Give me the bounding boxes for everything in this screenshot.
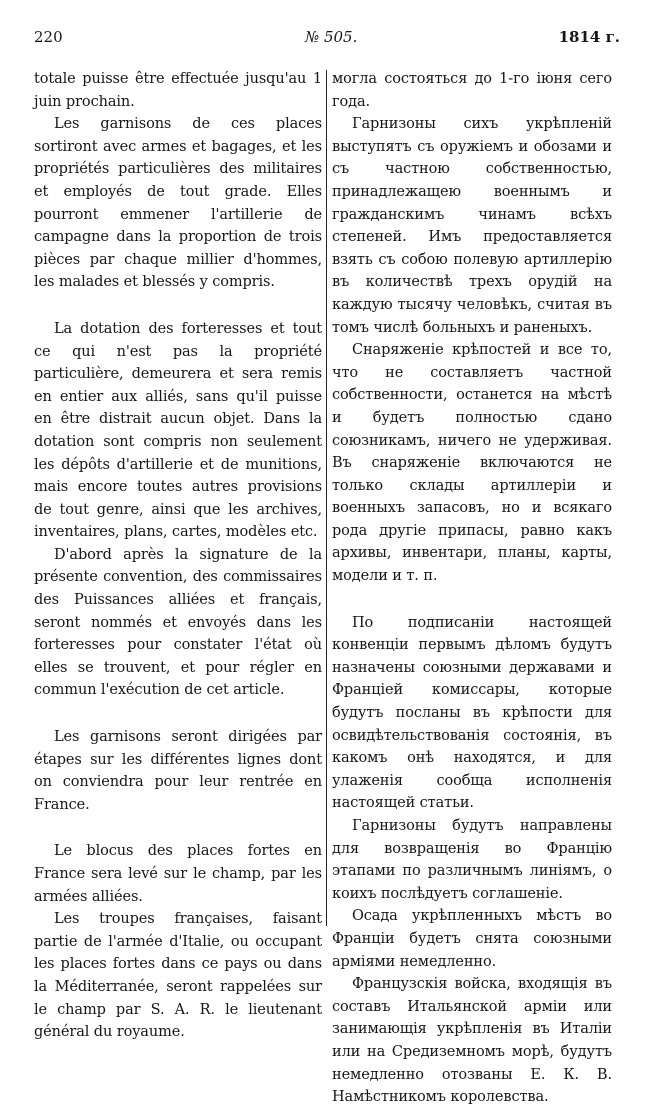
russian-paragraph: Осада укрѣпленныхъ мѣстъ во Франціи будетъ снята союзными арміями немедленно.: [332, 908, 612, 970]
french-paragraph: Les garnisons seront dirigées par étapes sur les différentes lignes dont on conviendra pour leur rentrée en France.: [34, 729, 322, 813]
french-text-column: [34, 68, 322, 1044]
page-number: 220: [34, 28, 63, 46]
french-paragraph: D'abord après la signature de la présente convention, des commissaires des Puissances alliées et français, seront nommés et envoyés dans les forteresses pour constater l'état où elles se trouvent, et pour régler en commun l'exécution de cet article.: [34, 546, 322, 699]
russian-paragraph: Французскія войска, входящія въ составъ Итальянской арміи или занимающія укрѣпленія въ Италіи или на Средиземномъ морѣ, будутъ немедленно отозваны Е. К. В. Намѣстникомъ королевства.: [332, 976, 612, 1106]
russian-paragraph: могла состояться до 1-го іюня сего года.: [332, 71, 612, 110]
french-paragraph: La dotation des forteresses et tout ce qui n'est pas la propriété particulière, demeurera et sera remis en entier aux alliés, sans qu'il puisse en être distrait aucun objet. Dans la dotation sont compris non seulement les dépôts d'artillerie et de munitions, mais encore toutes autres provisions de tout genre, ainsi que les archives, inventaires, plans, cartes, modèles etc.: [34, 320, 322, 541]
russian-paragraph: Гарнизоны сихъ укрѣпленій выступятъ съ оружіемъ и обозами и съ частною собственностью, принадлежащею военнымъ и гражданскимъ чинамъ всѣхъ степеней. Имъ предоставляется взять съ собою полевую артиллерію въ количествѣ трехъ орудій на каждую тысячу человѣкъ, считая въ томъ числѣ больныхъ и раненыхъ.: [332, 116, 612, 336]
russian-paragraph: Гарнизоны будутъ направлены для возвращенія во Францію этапами по различнымъ линіямъ, о коихъ послѣдуетъ соглашеніе.: [332, 818, 612, 902]
document-number: № 505.: [305, 28, 358, 46]
french-paragraph: Les garnisons de ces places sortiront avec armes et bagages, et les propriétés particulières des militaires et employés de tout grade. Elles pourront emmener l'artillerie de campagne dans la proportion de trois pièces par chaque millier d'hommes, les malades et blessés y compris.: [34, 116, 322, 291]
column-divider: [326, 70, 327, 926]
french-paragraph: Le blocus des places fortes en France sera levé sur le champ, par les armées alliées.: [34, 843, 322, 905]
french-paragraph: Les troupes françaises, faisant partie de l'armée d'Italie, ou occupant les places fortes dans ce pays ou dans la Méditerranée, seront rappelées sur le champ par S. A. R. le lieutenant général du royaume.: [34, 911, 322, 1041]
russian-text-column: [332, 68, 612, 1109]
russian-paragraph: По подписаніи настоящей конвенціи первымъ дѣломъ будутъ назначены союзными державами и Франціей комиссары, которые будутъ посланы въ крѣпости для освидѣтельствованія состоянія, въ какомъ онѣ находятся, и для улаженія сообща исполненія настоящей статьи.: [332, 614, 612, 812]
year-label: 1814 г.: [558, 28, 620, 46]
page-header: [34, 6, 620, 46]
russian-paragraph: Снаряженіе крѣпостей и все то, что не составляетъ частной собственности, останется на мѣстѣ и будетъ полностью сдано союзникамъ, ничего не удерживая. Въ снаряженіе включаются не только склады артиллеріи и военныхъ запасовъ, но и всякаго рода другіе припасы, равно какъ архивы, инвентари, планы, карты, модели и т. п.: [332, 342, 612, 585]
french-paragraph: totale puisse être effectuée jusqu'au 1 juin prochain.: [34, 71, 322, 110]
